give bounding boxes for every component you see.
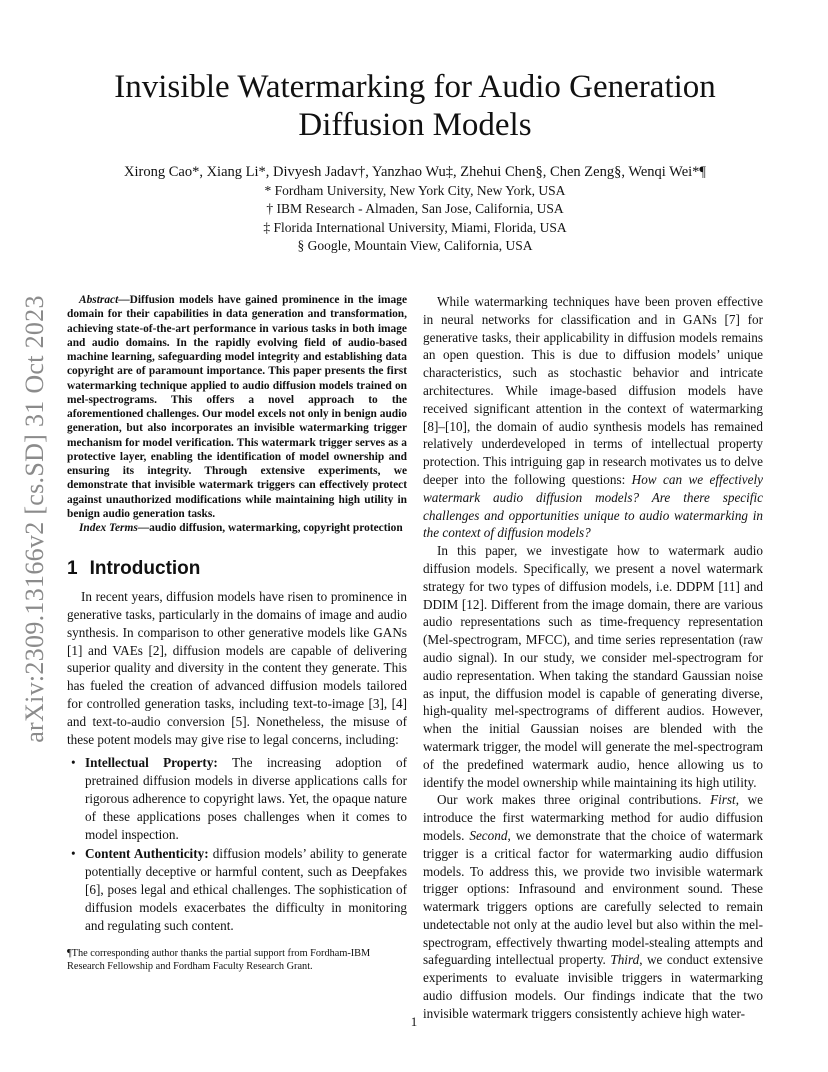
intro-paragraph-1: In recent years, diffusion models have risen to prominence in generative tasks, particularly in the domains of image and audio synthesis. In comparison to other generative models like GANs [1] and VAEs [2], diffusion models are capable of delivering superior quality and diversity in the content they generate. This has fueled the creation of advanced diffusion models tailored for controlled generation tasks, including text-to-image [3], [4] and text-to-audio conversion [5]. Nonetheless, the misuse of these potent models may give rise to legal concerns, including: (67, 589, 407, 747)
list-item-term: Content Authenticity: (85, 846, 209, 862)
left-column (67, 293, 407, 936)
abstract-text: —Diffusion models have gained prominence in the image domain for their capabilities in data generation and transformation, achieving state-of-the-art performance in various tasks in both image and audio domains. In the rapidly evolving field of audio-based machine learning, safeguarding model integrity and establishing data copyright are of paramount importance. This paper presents the first watermarking technique applied to audio diffusion models trained on mel-spectrograms. This offers a novel approach to the aforementioned challenges. Our model excels not only in benign audio generation, but also incorporates an invisible watermarking trigger mechanism for model verification. This watermark trigger serves as a protective layer, enabling the identification of model ownership and ensuring its integrity. Through extensive experiments, we demonstrate that invisible watermark triggers can effectively protect against unauthorized modifications while maintaining high utility in benign audio generation tasks. (67, 294, 407, 520)
index-terms-label: Index Terms (79, 522, 138, 534)
right-paragraph-2: In this paper, we investigate how to watermark audio diffusion models. Specifically, we present a novel watermark strategy for two types of diffusion models, i.e. DDPM [11] and DDIM [12]. Different from the image domain, there are various audio representations such as time-frequency representation (Mel-spectrogram, MFCC), and time series representation (raw audio signal). In our study, we consider mel-spectrogram for audio representation. When taking the standard Gaussian noise as input, the diffusion model is capable of generating diverse, high-quality mel-spectrograms of different audios. However, when the initial Gaussian noises are blended with the watermark trigger, the model will generate the mel-spectrogram of the predefined watermark audio, hence allowing us to identify the model ownership while maintaining its high utility. (423, 543, 763, 790)
affiliation-google: § Google, Mountain View, California, USA (297, 238, 533, 254)
affiliation-list (60, 182, 770, 256)
title-line-1: Invisible Watermarking for Audio Generation (114, 69, 716, 105)
list-item-text: diffusion models’ ability to generate potentially deceptive or harmful content, such as Deepfakes [6], poses legal and ethical challenges. The sophistication of diffusion models exacerbates the difficulty in monitoring and regulating such content. (85, 846, 408, 933)
section-heading-introduction (67, 558, 407, 580)
abstract (67, 293, 407, 521)
list-item-intellectual-property (85, 754, 407, 843)
author-list: Xirong Cao*, Xiang Li*, Divyesh Jadav†, Yanzhao Wu‡, Zhehui Chen§, Chen Zeng§, Wenqi Wei*¶ (124, 164, 706, 180)
paper-title (60, 68, 770, 144)
list-item-term: Intellectual Property: (85, 755, 218, 771)
affiliation-fiu: ‡ Florida International University, Miami, Florida, USA (263, 219, 567, 235)
research-questions: How can we effectively watermark audio diffusion models? Are there specific challenges and opportunities unique to audio watermarking in the context of diffusion models? (423, 471, 763, 541)
affiliation-ibm: † IBM Research - Almaden, San Jose, California, USA (266, 201, 564, 217)
list-item-content-authenticity (85, 845, 407, 934)
title-line-2: Diffusion Models (298, 107, 532, 143)
right-paragraph-3 (423, 791, 763, 1022)
concerns-list (67, 754, 407, 934)
abstract-label: Abstract (79, 294, 119, 306)
index-terms-text: —audio diffusion, watermarking, copyright protection (137, 522, 403, 534)
contrib-third: Third (610, 952, 640, 968)
footnote: ¶The corresponding author thanks the partial support from Fordham-IBM Research Fellowship and Fordham Faculty Research Grant. (67, 948, 371, 972)
affiliation-fordham: * Fordham University, New York City, New York, USA (264, 183, 566, 198)
right-paragraph-1 (423, 293, 763, 542)
contrib-text: , we introduce the first watermarking method for audio diffusion models. (423, 792, 763, 843)
contrib-second: Second (469, 827, 508, 843)
list-item-text: The increasing adoption of pretrained diffusion models in diverse applications calls for rigorous adherence to copyright laws. Yet, the opaque nature of these applications poses challenges when it comes to model inspection. (85, 755, 407, 842)
contrib-text: , we conduct extensive experiments to evaluate invisible triggers in watermarking audio diffusion models. Our findings indicate that the two invisible watermark triggers consistently achieve high water- (423, 952, 763, 1021)
page-number: 1 (410, 1014, 418, 1029)
section-number: 1 (67, 558, 78, 580)
contrib-text: , we demonstrate that the choice of watermark trigger is a critical factor for watermarking audio diffusion models. To address this, we provide two invisible watermark trigger options: Infrasound and environment sound. These watermark triggers options are carefully selected to remain undetectable not only at the audio level but also within the mel-spectrogram, effectively thwarting model-stealing attempts and safeguarding intellectual property. (423, 827, 763, 968)
right-paragraph-1-text: While watermarking techniques have been proven effective in neural networks for classification and in GANs [7] for generative tasks, their applicability in diffusion models remains an open question. This is due to diffusion models’ unique characteristics, such as stochastic behavior and intricate architectures. While image-based diffusion models have received significant attention in the context of watermarking [8]–[10], the domain of audio synthesis models has remained relatively underdeveloped in terms of intellectual property protection. This intriguing gap in research motivates us to delve deeper into the following questions: (423, 294, 763, 487)
contrib-text: Our work makes three original contributions. (437, 792, 711, 808)
contrib-first: First (710, 792, 736, 808)
arxiv-sidebar (12, 288, 58, 750)
index-terms (67, 521, 407, 535)
arxiv-identifier: arXiv:2309.13166v2 [cs.SD] 31 Oct 2023 (20, 295, 49, 743)
section-title: Introduction (89, 558, 201, 580)
right-column (423, 293, 763, 1023)
